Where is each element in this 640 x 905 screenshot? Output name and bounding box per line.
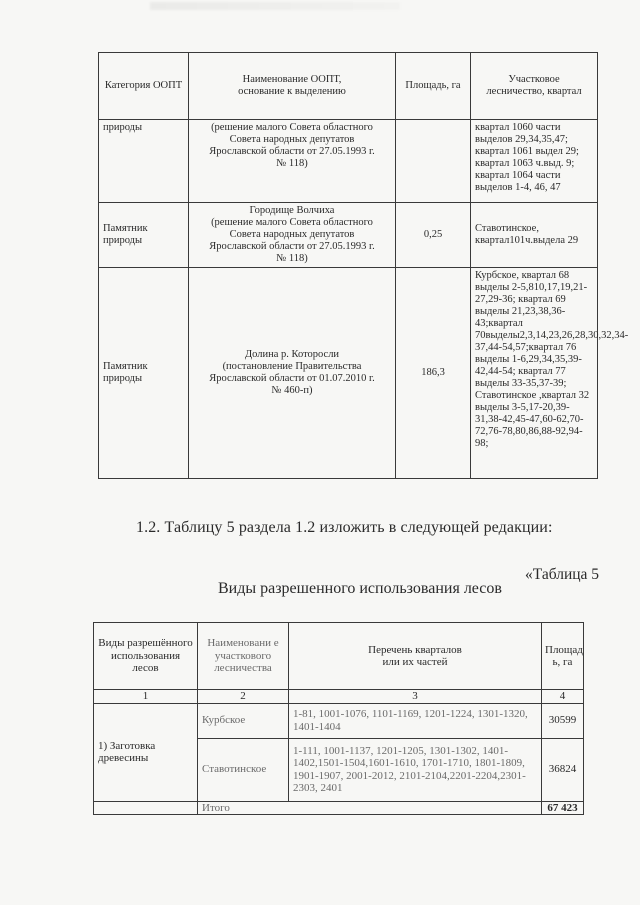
cell-category: Памятник природы xyxy=(99,203,189,268)
table-title: Виды разрешенного использования лесов xyxy=(218,580,502,597)
table-row xyxy=(99,268,598,479)
cell-quarters: 1-111, 1001-1137, 1201-1205, 1301-1302, 1401-1402,1501-1504,1601-1610, 1701-1710, 1801-1809, 1901-1907, 2001-2012, 2101-2104,2201-2204,2301-2303, 2401 xyxy=(289,738,542,801)
section-paragraph: 1.2. Таблицу 5 раздела 1.2 изложить в следующей редакции: xyxy=(136,519,553,536)
total-area: 67 423 xyxy=(542,801,584,815)
header-area: Площад ь, га xyxy=(542,623,584,690)
header-use-type: Виды разрешённого использования лесов xyxy=(94,623,198,690)
cell-category: природы xyxy=(99,120,189,203)
column-number: 4 xyxy=(542,690,584,704)
table-header-row xyxy=(94,623,584,690)
header-category: Категория ООПТ xyxy=(99,53,189,120)
column-number: 2 xyxy=(198,690,289,704)
cell-category: Памятник природы xyxy=(99,268,189,479)
forest-use-table xyxy=(93,622,584,815)
header-quarters: Перечень кварталов или их частей xyxy=(289,623,542,690)
header-area: Площадь, га xyxy=(396,53,471,120)
cell-area xyxy=(396,120,471,203)
cell-area: 36824 xyxy=(542,738,584,801)
column-number-row xyxy=(94,690,584,704)
table-row xyxy=(99,203,598,268)
cell-quarters: 1-81, 1001-1076, 1101-1169, 1201-1224, 1301-1320, 1401-1404 xyxy=(289,703,542,738)
protected-areas-table xyxy=(98,52,629,479)
table-row xyxy=(94,703,584,738)
cell-forestry: квартал 1060 части выделов 29,34,35,47; квартал 1061 выдел 29; квартал 1063 ч.выд. 9; квартал 1064 части выделов 1-4, 46, 47 xyxy=(471,120,598,203)
header-forestry: Участковое лесничество, квартал xyxy=(471,53,598,120)
cell-area: 186,3 xyxy=(396,268,471,479)
cell-forestry: Курбское, квартал 68 выделы 2-5,810,17,19,21-27,29-36; квартал 69 выделы 21,23,38,36-43;квартал 70выделы2,3,14,23,26,28,30,32,34-37,44-54,57;квартал 76 выделы 1-6,29,34,35,39-42,44-54; квартал 77 выделы 33-35,37-39; Ставотинское ,квартал 32 выделы 3-5,17-20,39-31,38-42,45-47,60-62,70-72,76-78,80,86,88-92,94-98; xyxy=(471,268,598,479)
cell-name: Городище Волчиха (решение малого Совета областного Совета народных депутатов Ярославской области от 27.05.1993 г. № 118) xyxy=(189,203,396,268)
header-name: Наименование ООПТ, основание к выделению xyxy=(189,53,396,120)
total-row xyxy=(94,801,584,815)
cell-area: 30599 xyxy=(542,703,584,738)
cell-name: (решение малого Совета областного Совета народных депутатов Ярославской области от 27.05.1993 г. № 118) xyxy=(189,120,396,203)
cell-forestry: Курбское xyxy=(198,703,289,738)
cell-area: 0,25 xyxy=(396,203,471,268)
cell-name: Долина р. Которосли (постановление Правительства Ярославской области от 01.07.2010 г. № 460-п) xyxy=(189,268,396,479)
cell-use-type: 1) Заготовка древесины xyxy=(94,703,198,801)
total-label: Итого xyxy=(198,801,542,815)
scan-artifact xyxy=(150,2,400,10)
cell-forestry: Ставотинское xyxy=(198,738,289,801)
cell-empty xyxy=(94,801,198,815)
header-forestry: Наименовани е участкового лесничества xyxy=(198,623,289,690)
table-row xyxy=(99,120,598,203)
column-number: 3 xyxy=(289,690,542,704)
table-reference: «Таблица 5 xyxy=(525,566,600,583)
column-number: 1 xyxy=(94,690,198,704)
cell-forestry: Ставотинское, квартал101ч.выдела 29 xyxy=(471,203,598,268)
table-header-row xyxy=(99,53,598,120)
